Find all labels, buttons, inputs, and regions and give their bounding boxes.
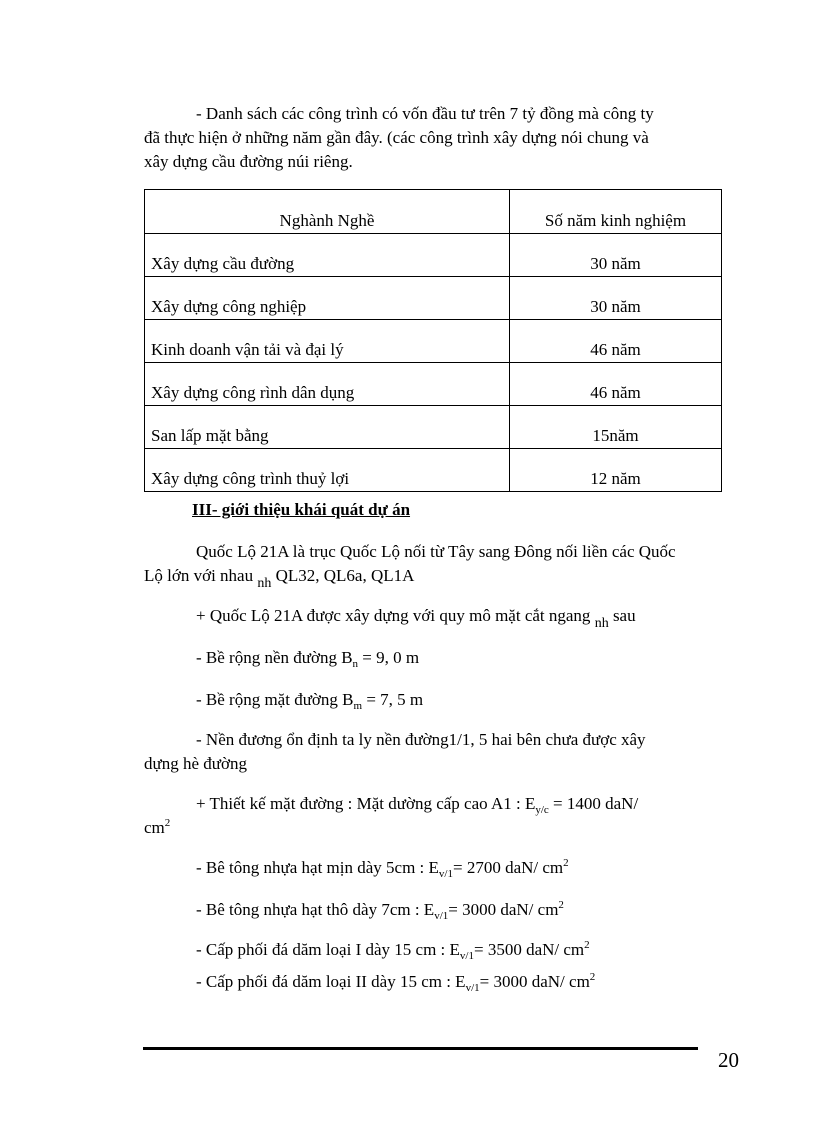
superscript: 2: [589, 971, 596, 983]
subscript: y/c: [535, 804, 549, 816]
years-cell: 30 năm: [510, 234, 722, 277]
table-row: [145, 320, 722, 363]
years-cell: 46 năm: [510, 320, 722, 363]
experience-table: [144, 189, 722, 492]
paragraph-surface-width: [196, 690, 423, 710]
paragraph-design-line-1: [196, 794, 638, 814]
footer-rule: [143, 1047, 698, 1050]
text-span: - Bê tông nhựa hạt mịn dày 5cm : E: [196, 858, 439, 877]
paragraph-embankment-line-2: dựng hè đường: [144, 754, 247, 773]
abbr-nh: nh: [257, 576, 272, 591]
text-span: - Bê tông nhựa hạt thô dày 7cm : E: [196, 900, 435, 919]
header-years: Số năm kinh nghiệm: [510, 190, 722, 234]
text-span: - Bề rộng mặt đường B: [196, 690, 354, 709]
text-span: cm: [144, 818, 165, 837]
superscript: 2: [584, 939, 590, 951]
subscript: m: [353, 700, 363, 712]
text-span: = 2700 daN/ cm: [452, 858, 564, 877]
table-row: [145, 234, 722, 277]
superscript: 2: [558, 899, 564, 911]
text-span: - Cấp phối đá dăm loại I dày 15 cm : E: [196, 940, 460, 959]
paragraph-route-line-2: [144, 566, 415, 591]
text-span: = 3000 daN/ cm: [479, 972, 590, 991]
abbr-nh: nh: [594, 616, 609, 631]
paragraph-scale: [196, 606, 636, 631]
layer-fine-asphalt: [196, 858, 569, 878]
years-cell: 46 năm: [510, 363, 722, 406]
text-span: = 1400 daN/: [548, 794, 639, 813]
table-header-row: [145, 190, 722, 234]
text-span: = 3500 daN/ cm: [473, 940, 585, 959]
layer-aggregate-type-2: [196, 972, 595, 992]
subscript: n: [352, 658, 359, 670]
text-span: + Thiết kế mặt đường : Mặt dường cấp cao A1 : E: [196, 794, 536, 813]
text-span: Lộ lớn với nhau: [144, 566, 258, 585]
text-span: - Cấp phối đá dăm loại II dày 15 cm : E: [196, 972, 466, 991]
subscript: v/1: [434, 910, 449, 922]
subscript: v/1: [459, 950, 474, 962]
table-row: [145, 363, 722, 406]
paragraph-foundation-width: [196, 648, 419, 668]
text-span: QL32, QL6a, QL1A: [271, 566, 415, 585]
industry-cell: Xây dựng công rình dân dụng: [145, 363, 510, 406]
superscript: 2: [563, 857, 569, 869]
layer-coarse-asphalt: [196, 900, 564, 920]
table-row: [145, 449, 722, 492]
intro-line-2: đã thực hiện ở những năm gần đây. (các công trình xây dựng nói chung và: [144, 128, 649, 147]
subscript: v/1: [438, 868, 453, 880]
industry-cell: Kinh doanh vận tải và đại lý: [145, 320, 510, 363]
intro-line-3: xây dựng cầu đường núi riêng.: [144, 152, 353, 171]
text-span: = 7, 5 m: [362, 690, 424, 709]
section-heading: III- giới thiệu khái quát dự án: [192, 500, 411, 519]
paragraph-route-line-1: Quốc Lộ 21A là trục Quốc Lộ nối từ Tây sang Đông nối liền các Quốc: [196, 542, 676, 561]
header-industry: Nghành Nghề: [145, 190, 510, 234]
paragraph-design-line-2: [144, 818, 170, 838]
years-cell: 12 năm: [510, 449, 722, 492]
industry-cell: Xây dựng công nghiệp: [145, 277, 510, 320]
table-row: [145, 277, 722, 320]
industry-cell: Xây dựng cầu đường: [145, 234, 510, 277]
layer-aggregate-type-1: [196, 940, 590, 960]
text-span: + Quốc Lộ 21A được xây dựng với quy mô mặt cắt ngang: [196, 606, 595, 625]
industry-cell: San lấp mặt bằng: [145, 406, 510, 449]
text-span: sau: [608, 606, 636, 625]
superscript: 2: [164, 817, 171, 829]
years-cell: 30 năm: [510, 277, 722, 320]
page-number: 20: [718, 1048, 739, 1072]
intro-line-1: - Danh sách các công trình có vốn đầu tư trên 7 tỷ đồng mà công ty: [196, 104, 654, 123]
subscript: v/1: [465, 982, 480, 994]
text-span: = 9, 0 m: [358, 648, 420, 667]
text-span: - Bề rộng nền đường B: [196, 648, 353, 667]
table-row: [145, 406, 722, 449]
text-span: = 3000 daN/ cm: [448, 900, 559, 919]
years-cell: 15năm: [510, 406, 722, 449]
paragraph-embankment-line-1: - Nền đương ổn định ta ly nền đường1/1, 5 hai bên chưa được xây: [196, 730, 646, 749]
industry-cell: Xây dựng công trình thuỷ lợi: [145, 449, 510, 492]
